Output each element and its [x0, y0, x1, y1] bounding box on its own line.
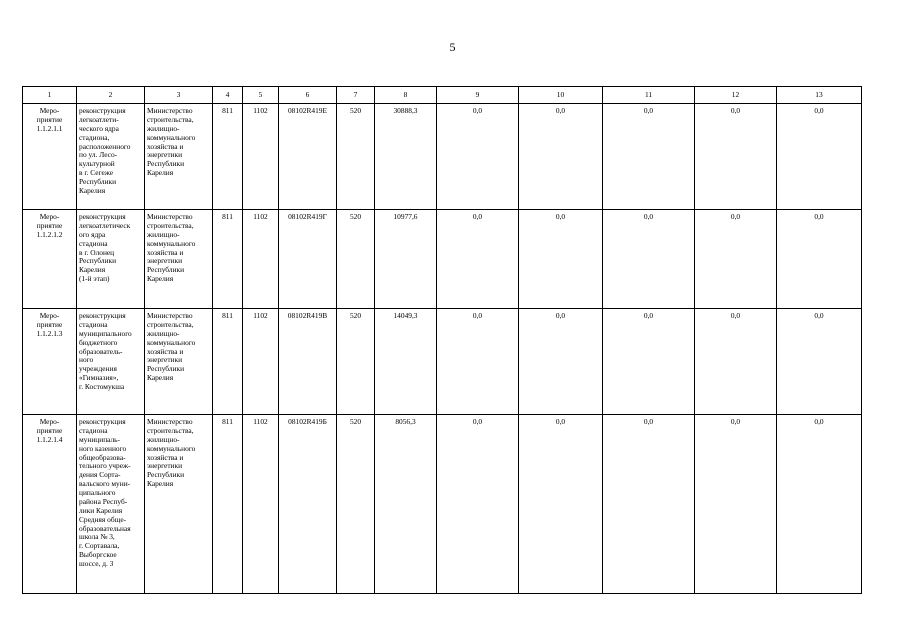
- header-cell: 10: [519, 87, 603, 104]
- cell-col9: 0,0: [437, 415, 519, 594]
- cell-col4: 811: [213, 210, 243, 309]
- cell-col12: 0,0: [695, 104, 777, 210]
- cell-col6: 08102R419В: [279, 309, 337, 415]
- cell-col5: 1102: [243, 415, 279, 594]
- header-cell: 5: [243, 87, 279, 104]
- measure-code: Меро- приятие 1.1.2.1.4: [23, 415, 77, 594]
- table-row: [23, 210, 862, 309]
- cell-col4: 811: [213, 309, 243, 415]
- cell-col11: 0,0: [603, 104, 695, 210]
- cell-col6: 08102R419Г: [279, 210, 337, 309]
- cell-col13: 0,0: [777, 309, 862, 415]
- header-cell: 9: [437, 87, 519, 104]
- cell-col11: 0,0: [603, 210, 695, 309]
- cell-col9: 0,0: [437, 104, 519, 210]
- measure-code: Меро- приятие 1.1.2.1.2: [23, 210, 77, 309]
- cell-col13: 0,0: [777, 210, 862, 309]
- measure-description: реконструкция стадиона муниципального бюджетного образователь- ного учреждения «Гимназия», г. Костомукша: [77, 309, 145, 415]
- header-row: [23, 87, 862, 104]
- header-cell: 3: [145, 87, 213, 104]
- cell-col8: 8056,3: [375, 415, 437, 594]
- cell-col11: 0,0: [603, 309, 695, 415]
- cell-col12: 0,0: [695, 210, 777, 309]
- header-cell: 2: [77, 87, 145, 104]
- cell-col12: 0,0: [695, 309, 777, 415]
- header-cell: 8: [375, 87, 437, 104]
- header-cell: 11: [603, 87, 695, 104]
- responsible-agency: Министерство строительства, жилищно- коммунального хозяйства и энергетики Республики Карелия: [145, 104, 213, 210]
- cell-col11: 0,0: [603, 415, 695, 594]
- header-cell: 6: [279, 87, 337, 104]
- measure-code: Меро- приятие 1.1.2.1.3: [23, 309, 77, 415]
- measure-description: реконструкция легкоатлети- ческого ядра стадиона, расположенного по ул. Лесо- культурной в г. Сегеже Республики Карелия: [77, 104, 145, 210]
- cell-col10: 0,0: [519, 415, 603, 594]
- cell-col8: 14049,3: [375, 309, 437, 415]
- cell-col8: 30888,3: [375, 104, 437, 210]
- cell-col7: 520: [337, 210, 375, 309]
- header-cell: 7: [337, 87, 375, 104]
- cell-col10: 0,0: [519, 104, 603, 210]
- cell-col12: 0,0: [695, 415, 777, 594]
- table-row: [23, 104, 862, 210]
- cell-col13: 0,0: [777, 104, 862, 210]
- header-cell: 1: [23, 87, 77, 104]
- responsible-agency: Министерство строительства, жилищно- коммунального хозяйства и энергетики Республики Карелия: [145, 309, 213, 415]
- cell-col5: 1102: [243, 309, 279, 415]
- header-cell: 4: [213, 87, 243, 104]
- cell-col5: 1102: [243, 104, 279, 210]
- cell-col6: 08102R419Б: [279, 415, 337, 594]
- cell-col7: 520: [337, 309, 375, 415]
- table-row: [23, 309, 862, 415]
- cell-col9: 0,0: [437, 309, 519, 415]
- table-row: [23, 415, 862, 594]
- budget-table: [22, 86, 862, 594]
- page-number: 5: [449, 40, 456, 54]
- responsible-agency: Министерство строительства, жилищно- коммунального хозяйства и энергетики Республики Карелия: [145, 415, 213, 594]
- measure-description: реконструкция стадиона муниципаль- ного казенного общеобразова- тельного учреж- дения Сорта- вальского муни- ципального района Респуб- лики Карелия Средняя обще- образовательная школа № 3, г. Сортавала, Выборгское шоссе, д. 3: [77, 415, 145, 594]
- cell-col10: 0,0: [519, 309, 603, 415]
- cell-col10: 0,0: [519, 210, 603, 309]
- header-cell: 12: [695, 87, 777, 104]
- cell-col7: 520: [337, 415, 375, 594]
- cell-col4: 811: [213, 415, 243, 594]
- cell-col6: 08102R419Е: [279, 104, 337, 210]
- responsible-agency: Министерство строительства, жилищно- коммунального хозяйства и энергетики Республики Карелия: [145, 210, 213, 309]
- cell-col13: 0,0: [777, 415, 862, 594]
- cell-col9: 0,0: [437, 210, 519, 309]
- header-cell: 13: [777, 87, 862, 104]
- measure-description: реконструкция легкоатлетическ ого ядра стадиона в г. Олонец Республики Карелия (1-й этап): [77, 210, 145, 309]
- measure-code: Меро- приятие 1.1.2.1.1: [23, 104, 77, 210]
- cell-col5: 1102: [243, 210, 279, 309]
- cell-col7: 520: [337, 104, 375, 210]
- cell-col4: 811: [213, 104, 243, 210]
- cell-col8: 10977,6: [375, 210, 437, 309]
